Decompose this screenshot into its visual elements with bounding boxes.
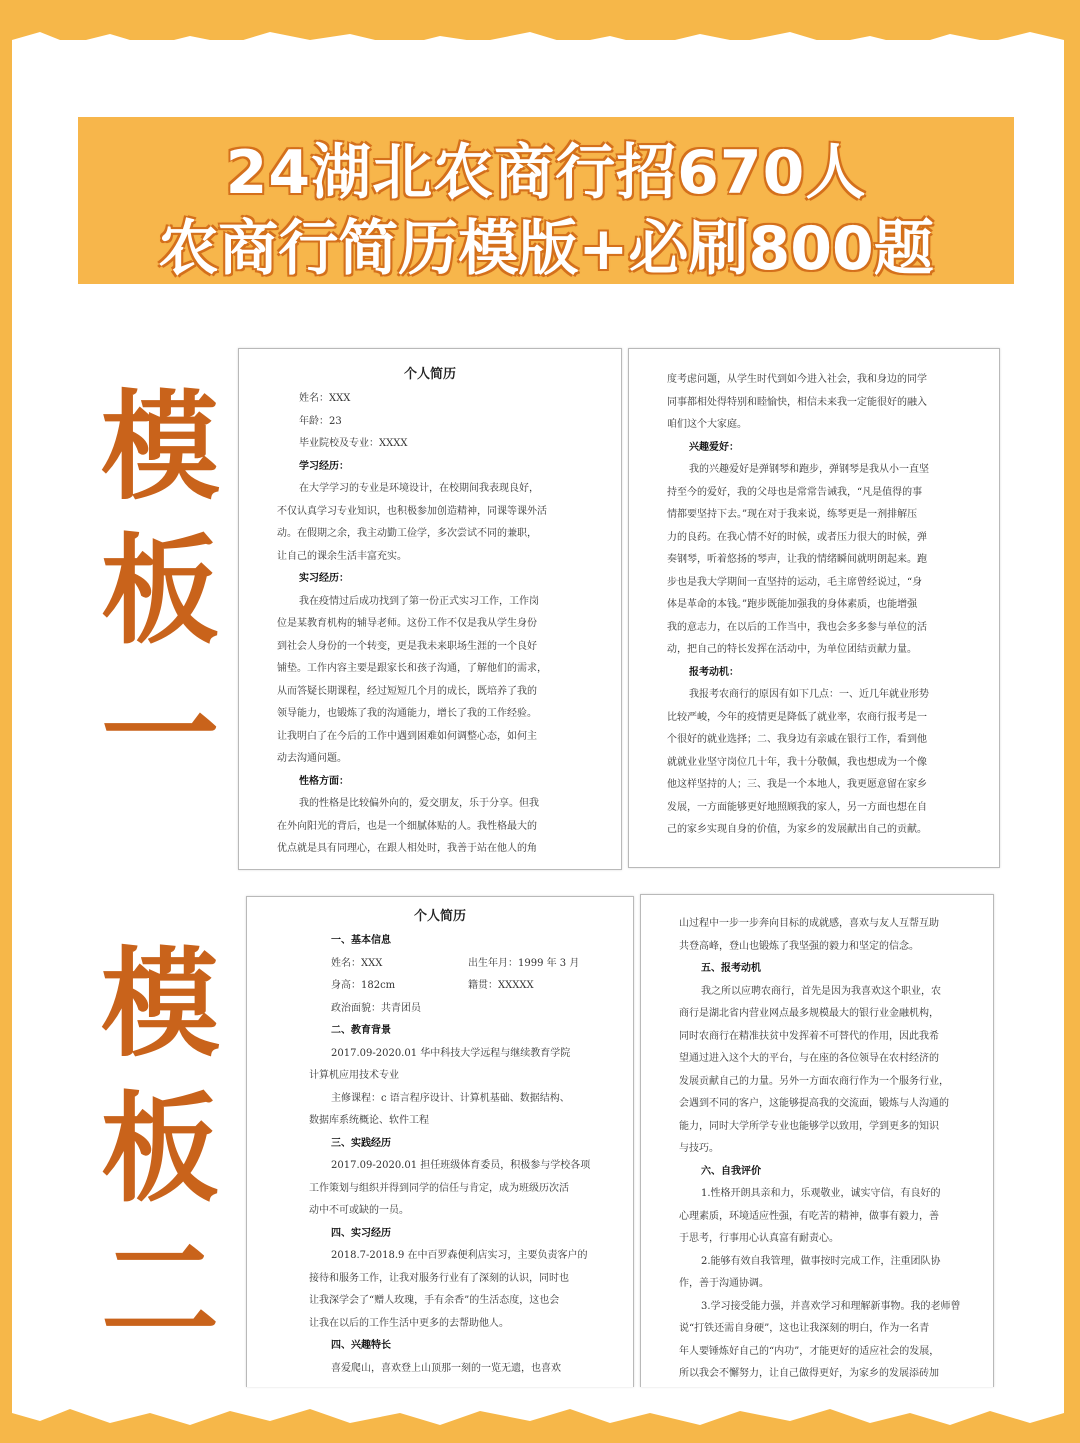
body-text-line: 山过程中一步一步奔向目标的成就感，喜欢与友人互帮互助	[679, 918, 939, 929]
body-text-line: 年龄：23	[299, 415, 342, 427]
body-text-line: 接待和服务工作，让我对服务行业有了深刻的认识，同时也	[309, 1272, 569, 1284]
body-text-line: 奏钢琴，听着悠扬的琴声，让我的情绪瞬间就明朗起来。跑	[667, 554, 927, 565]
body-text-line: 共登高峰，登山也锻炼了我坚强的毅力和坚定的信念。	[679, 940, 919, 952]
body-text-line: 我在疫情过后成功找到了第一份正式实习工作，工作岗	[299, 595, 539, 607]
section-heading: 学习经历：	[299, 460, 349, 472]
body-text-line: 让我深学会了“赠人玫瑰，手有余香”的生活态度，这也会	[309, 1295, 560, 1306]
body-text-line: 咱们这个大家庭。	[667, 419, 747, 430]
body-text-line: 年人要锤炼好自己的“内功”，才能更好的适应社会的发展，	[679, 1345, 940, 1357]
resume-body	[641, 913, 993, 1386]
body-text-line: 望通过进入这个大的平台，与在座的各位领导在农村经济的	[679, 1053, 939, 1064]
resume-template-one-page-2	[628, 348, 1000, 868]
body-text-line: 商行是湖北省内营业网点最多规模最大的银行业金融机构，	[679, 1008, 939, 1019]
body-text-line: 在大学学习的专业是环境设计，在校期间我表现良好，	[299, 483, 539, 494]
template-one-label-char-2: 板	[100, 521, 219, 660]
body-text-line: 让自己的课余生活丰富充实。	[277, 550, 407, 562]
body-text-line: 计算机应用技术专业	[309, 1070, 399, 1081]
section-heading: 六、自我评价	[701, 1165, 761, 1177]
body-text-line: 动。在假期之余，我主动勤工俭学，多次尝试不同的兼职，	[277, 528, 537, 539]
info-row	[247, 953, 633, 976]
body-text-line: 能力，同时大学所学专业也能够学以致用，学到更多的知识	[679, 1120, 939, 1132]
resume-title: 个人简历	[403, 367, 456, 382]
template-two-label-char-3: 二	[100, 1221, 219, 1360]
resume-template-two-page-2	[640, 894, 994, 1387]
template-two-label-char-2: 板	[100, 1079, 219, 1218]
body-text-line: 2017.09-2020.01 华中科技大学远程与继续教育学院	[331, 1047, 571, 1059]
resume-body	[629, 369, 999, 842]
birth-field: 出生年月：1999 年 3 月	[468, 957, 580, 969]
body-text-line: 他这样坚持的人；三、我是一个本地人，我更愿意留在家乡	[667, 779, 927, 790]
body-text-line: 位是某教育机构的辅导老师。这份工作不仅是我从学生身份	[277, 618, 537, 629]
body-text-line: 力的良药。在我心情不好的时候，或者压力很大的时候，弹	[667, 531, 927, 543]
banner-title-line-1: 24湖北农商行招670人	[225, 138, 867, 208]
body-text-line: 我的兴趣爱好是弹钢琴和跑步，弹钢琴是我从小一直坚	[689, 464, 929, 475]
section-heading: 实习经历：	[299, 573, 349, 584]
template-one-label-char-1: 模	[100, 377, 219, 516]
title-banner	[78, 117, 1014, 284]
body-text-line: 让我明白了在今后的工作中遇到困难如何调整心态，如何主	[277, 730, 537, 742]
section-heading: 四、兴趣特长	[331, 1340, 391, 1351]
body-text-line: 心理素质，环境适应性强，有吃苦的精神，做事有毅力，善	[679, 1210, 939, 1222]
section-heading: 五、报考动机	[701, 963, 761, 974]
body-text-line: 度考虑问题，从学生时代到如今进入社会，我和身边的同学	[667, 374, 927, 385]
body-text-line: 说“打铁还需自身硬”，这也让我深刻的明白，作为一名青	[679, 1323, 930, 1334]
body-text-line: 喜爱爬山，喜欢登上山顶那一刻的一览无遗，也喜欢	[331, 1362, 561, 1374]
body-text-line: 持至今的爱好，我的父母也是常常告诫我，“凡是值得的事	[667, 486, 923, 498]
section-heading: 二、教育背景	[331, 1025, 391, 1036]
body-text-line: 数据库系统概论、软件工程	[309, 1115, 429, 1126]
section-heading: 性格方面：	[299, 775, 349, 787]
body-text-line: 2017.09-2020.01 担任班级体育委员，积极参与学校各项	[331, 1160, 591, 1171]
body-text-line: 动，把自己的特长发挥在活动中，为单位团结贡献力量。	[667, 644, 917, 655]
body-text-line: 优点就是具有同理心，在跟人相处时，我善于站在他人的角	[277, 843, 537, 854]
body-text-line: 就就业业坚守岗位几十年，我十分敬佩，我也想成为一个像	[667, 756, 927, 768]
body-text-line: 动去沟通问题。	[277, 753, 347, 764]
body-text-line: 同时农商行在精准扶贫中发挥着不可替代的作用，因此我希	[679, 1030, 939, 1042]
body-text-line: 从而答疑长期课程，经过短短几个月的成长，既培养了我的	[277, 685, 537, 697]
body-text-line: 比较严峻，今年的疫情更是降低了就业率，农商行报考是一	[667, 711, 927, 723]
torn-paper-bottom-edge	[0, 1383, 1080, 1443]
body-text-line: 2018.7-2018.9 在中百罗森便利店实习，主要负责客户的	[331, 1250, 588, 1261]
resume-body	[239, 388, 621, 861]
banner-title-line-2: 农商行简历模版+必刷800题	[158, 214, 934, 284]
section-heading: 四、实习经历	[331, 1227, 391, 1239]
body-text-line: 3.学习接受能力强，并喜欢学习和理解新事物。我的老师曾	[701, 1300, 961, 1312]
resume-template-two-page-1	[246, 896, 634, 1387]
body-text-line: 我的意志力，在以后的工作当中，我也会多多参与单位的活	[667, 621, 927, 633]
body-text-line: 情都要坚持下去。”现在对于我来说，练琴更是一剂排解压	[667, 509, 918, 520]
template-one-label-char-3: 一	[100, 665, 219, 804]
body-text-line: 作，善于沟通协调。	[679, 1278, 769, 1289]
section-heading: 兴趣爱好：	[689, 441, 739, 453]
body-text-line: 发展，一方面能够更好地照顾我的家人，另一方面也想在自	[667, 801, 927, 813]
origin-field: 籍贯：XXXXX	[468, 980, 534, 991]
body-text-line: 主修课程：c 语言程序设计、计算机基础、数据结构、	[331, 1092, 570, 1104]
body-text-line: 会遇到不同的客户，这能够提高我的交流面，锻炼与人沟通的	[679, 1098, 949, 1109]
section-heading: 一、基本信息	[331, 935, 391, 946]
body-text-line: 不仅认真学习专业知识，也积极参加创造精神，同课等课外活	[277, 505, 547, 517]
body-text-line: 我的性格是比较偏外向的，爱交朋友，乐于分享。但我	[299, 798, 539, 809]
body-text-line: 到社会人身份的一个转变，更是我未来职场生涯的一个良好	[277, 640, 537, 652]
name-field: 姓名：XXX	[331, 957, 383, 969]
body-text-line: 在外向阳光的背后，也是一个细腻体贴的人。我性格最大的	[277, 820, 537, 832]
section-heading: 报考动机：	[689, 666, 739, 678]
body-text-line: 个很好的就业选择；二、我身边有亲戚在银行工作，看到他	[667, 734, 927, 745]
body-text-line: 工作策划与组织并得到同学的信任与肯定，成为班级历次活	[309, 1182, 569, 1194]
section-heading: 三、实践经历	[331, 1137, 391, 1149]
height-field: 身高：182cm	[331, 980, 396, 991]
info-row	[247, 975, 633, 998]
body-text-line: 于思考，行事用心认真富有耐责心。	[679, 1233, 839, 1244]
body-text-line: 步也是我大学期间一直坚持的运动，毛主席曾经说过，“身	[667, 576, 923, 588]
body-text-line: 我报考农商行的原因有如下几点：一、近几年就业形势	[689, 689, 929, 700]
body-text-line: 毕业院校及专业：XXXX	[299, 438, 408, 449]
body-text-line: 铺垫。工作内容主要是跟家长和孩子沟通，了解他们的需求，	[277, 663, 547, 674]
body-text-line: 姓名：XXX	[299, 393, 351, 404]
body-text-line: 我之所以应聘农商行，首先是因为我喜欢这个职业，农	[701, 985, 941, 997]
body-text-line: 1.性格开朗具亲和力，乐观敬业，诚实守信，有良好的	[701, 1188, 941, 1199]
resume-body	[247, 1020, 633, 1380]
body-text-line: 己的家乡实现自身的价值，为家乡的发展献出自己的贡献。	[667, 824, 927, 835]
body-text-line: 体是革命的本钱。”跑步既能加强我的身体素质，也能增强	[667, 599, 918, 610]
body-text-line: 领导能力，也锻炼了我的沟通能力，增长了我的工作经验。	[277, 708, 537, 719]
body-text-line: 动中不可或缺的一员。	[309, 1205, 409, 1216]
resume-template-one-page-1	[238, 348, 622, 870]
body-text-line: 让我在以后的工作生活中更多的去帮助他人。	[309, 1317, 509, 1329]
body-text-line: 与技巧。	[679, 1143, 719, 1154]
resume-title: 个人简历	[413, 909, 466, 924]
body-text-line: 2.能够有效自我管理，做事按时完成工作，注重团队协	[701, 1255, 941, 1267]
body-text-line: 所以我会不懈努力，让自己做得更好，为家乡的发展添砖加	[679, 1368, 939, 1379]
politics-field: 政治面貌：共青团员	[331, 1002, 421, 1014]
body-text-line: 同事都相处得特别和睦愉快，相信未来我一定能很好的融入	[667, 396, 927, 408]
template-two-label-char-1: 模	[100, 934, 219, 1073]
body-text-line: 发展贡献自己的力量。另外一方面农商行作为一个服务行业，	[679, 1075, 949, 1087]
